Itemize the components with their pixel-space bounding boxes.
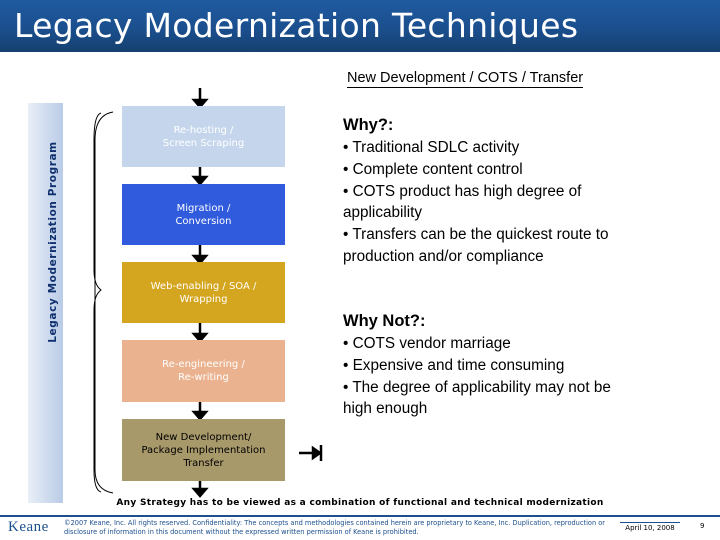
why-bullet: • Transfers can be the quickest route to production and/or compliance bbox=[343, 226, 609, 265]
arrowhead-out bbox=[194, 489, 206, 496]
stage-web-enabling bbox=[122, 262, 285, 323]
stage-migration-line-2: Conversion bbox=[175, 215, 232, 227]
why-not-bullet: • Expensive and time consuming bbox=[343, 356, 565, 374]
stage-new-development-line-1: New Development/ bbox=[155, 431, 252, 443]
why-not-bullet: • The degree of applicability may not be high enough bbox=[343, 378, 611, 418]
strategy-note: Any Strategy has to be viewed as a combination of functional and technical modernization bbox=[116, 498, 604, 508]
copyright-text: ©2007 Keane, Inc. All rights reserved. Confidentiality: The concepts and methodologies contained herein are proprietary to Keane, Inc. Duplication, reproduction or disclosure of information in this document without the expressed written permission of Keane is prohibited. bbox=[64, 519, 605, 536]
why-bullet: • Complete content control bbox=[343, 160, 523, 178]
page-number: 9 bbox=[700, 522, 705, 530]
stage-new-development-line-3: Transfer bbox=[183, 457, 224, 469]
why-not-heading: Why Not?: bbox=[343, 312, 426, 330]
stage-rehosting-line-2: Screen Scraping bbox=[162, 137, 245, 149]
why-not-bullet-list bbox=[343, 333, 643, 420]
bracket-outer bbox=[95, 112, 113, 493]
stage-new-development bbox=[122, 419, 285, 481]
stage-rehosting-line-1: Re-hosting / bbox=[173, 124, 234, 136]
stage-web-enabling-line-1: Web-enabling / SOA / bbox=[150, 280, 257, 292]
why-bullet-list bbox=[343, 137, 643, 268]
footer-divider bbox=[0, 515, 720, 517]
footer-date: April 10, 2008 bbox=[620, 522, 680, 532]
stage-re-engineering bbox=[122, 340, 285, 402]
stage-new-development-line-2: Package Implementation bbox=[141, 444, 266, 456]
why-heading: Why?: bbox=[343, 116, 394, 134]
stage-migration-line-1: Migration / bbox=[176, 202, 231, 214]
stage-rehosting bbox=[122, 106, 285, 167]
keane-logo: Keane bbox=[8, 519, 49, 535]
sidebar-label: Legacy Modernization Program bbox=[47, 141, 59, 343]
arrowhead-right bbox=[313, 448, 320, 458]
arrowhead-1 bbox=[194, 177, 206, 184]
why-not-bullet: • COTS vendor marriage bbox=[343, 335, 511, 352]
stage-re-engineering-line-2: Re-writing bbox=[178, 372, 229, 383]
why-bullet: • COTS product has high degree of applicability bbox=[343, 182, 582, 222]
slide-subtitle: New Development / COTS / Transfer bbox=[347, 70, 584, 86]
why-bullet: • Traditional SDLC activity bbox=[343, 139, 520, 156]
stage-web-enabling-line-2: Wrapping bbox=[179, 293, 228, 305]
stage-migration bbox=[122, 184, 285, 245]
slide-title: Legacy Modernization Techniques bbox=[14, 6, 579, 45]
arrowhead-4 bbox=[194, 412, 206, 419]
stage-re-engineering-line-1: Re-engineering / bbox=[162, 359, 245, 370]
